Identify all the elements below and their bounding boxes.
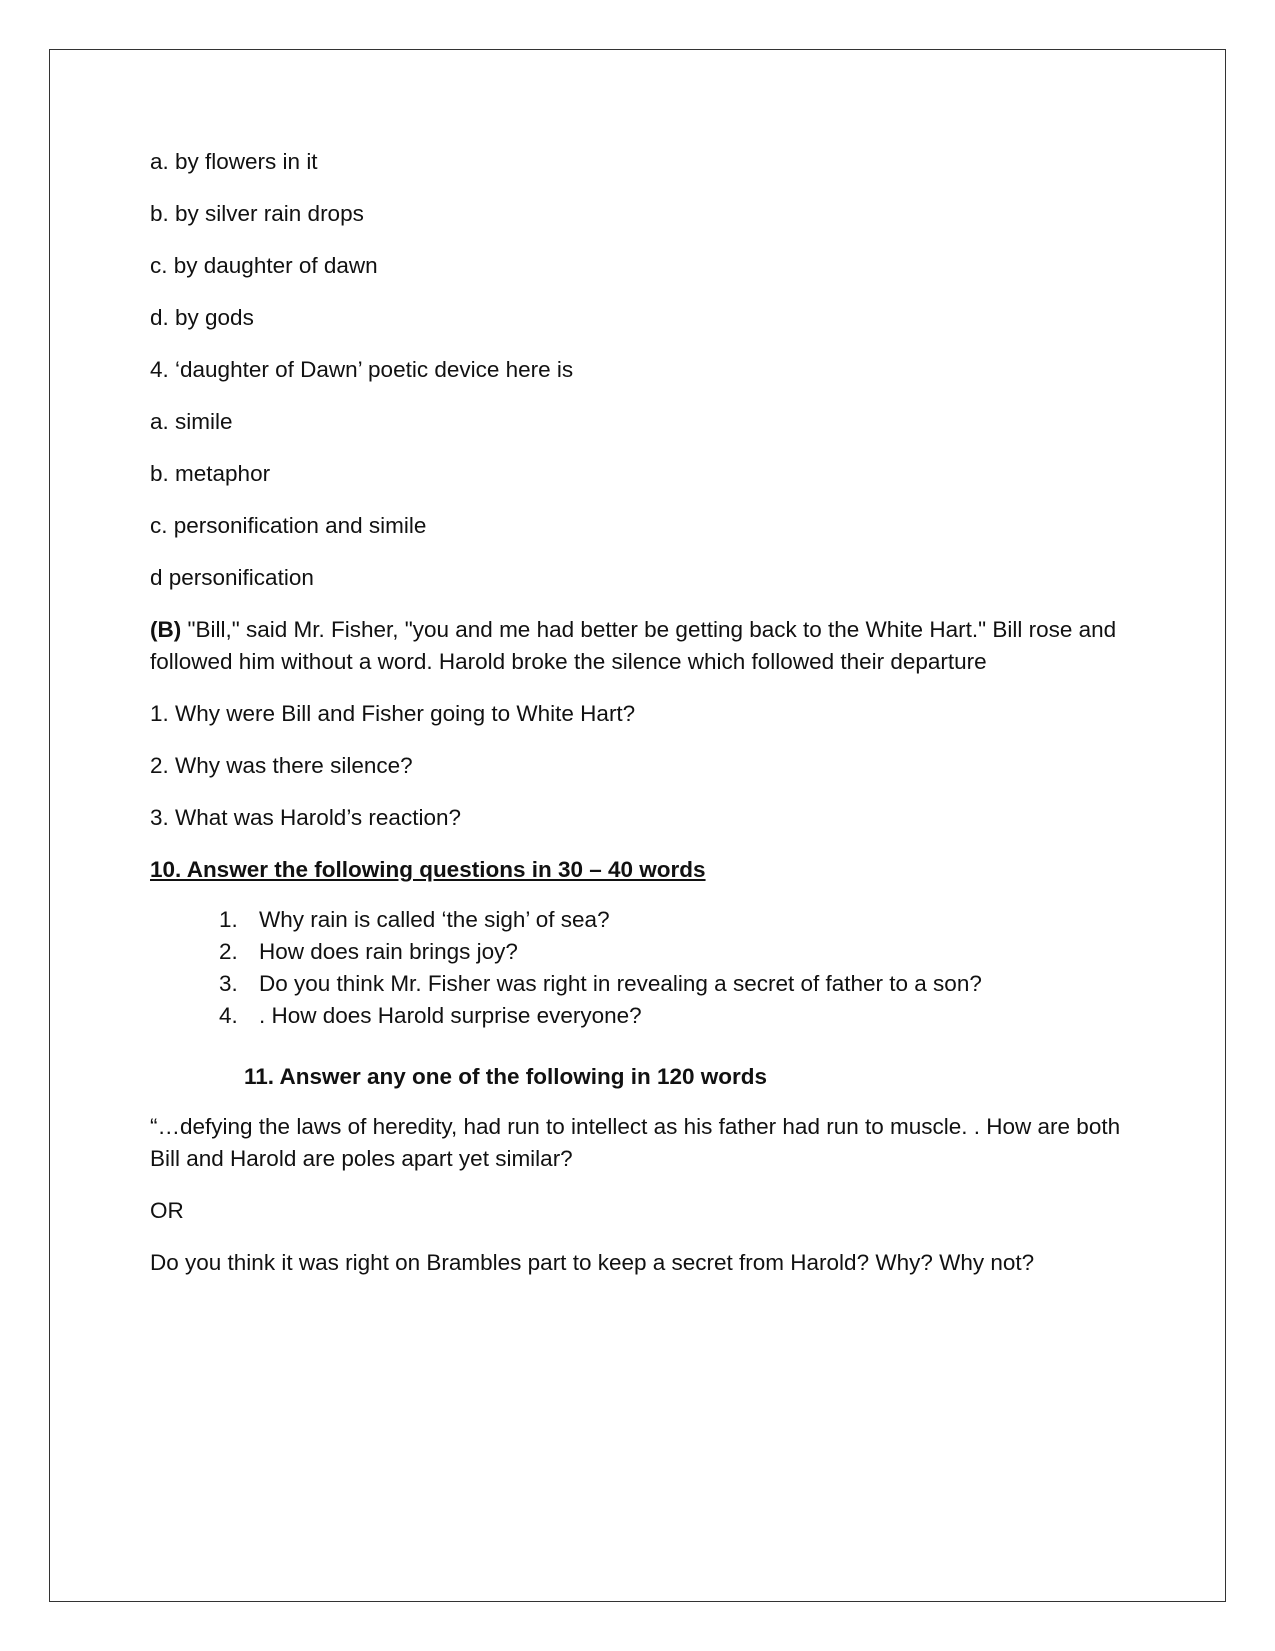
section-b-text: "Bill," said Mr. Fisher, "you and me had better be getting back to the White Hart." Bill rose and followed him without a word. Harold broke the silence which followed their departure — [150, 617, 1117, 674]
option-b: b. by silver rain drops — [150, 201, 364, 226]
section-11-prompt-1: “…defying the laws of heredity, had run to intellect as his father had run to muscle. . How are both Bill and Harold are poles apart yet similar? — [150, 1114, 1121, 1171]
section-11-or: OR — [150, 1198, 184, 1223]
section-b-question-2: 2. Why was there silence? — [150, 753, 413, 778]
option-a: a. by flowers in it — [150, 149, 318, 174]
question-4: 4. ‘daughter of Dawn’ poetic device here is — [150, 357, 574, 382]
q4-option-d: d personification — [150, 565, 314, 590]
section-11-heading: 11. Answer any one of the following in 120 words — [244, 1064, 768, 1089]
section-11-prompt-2: Do you think it was right on Brambles part to keep a secret from Harold? Why? Why not? — [150, 1250, 1035, 1275]
option-c: c. by daughter of dawn — [150, 253, 378, 278]
q4-option-a: a. simile — [150, 409, 233, 434]
section-10-question: 3. Do you think Mr. Fisher was right in revealing a secret of father to a son? — [244, 968, 1130, 1000]
document-body — [150, 146, 1130, 1299]
section-b-label: (B) — [150, 617, 182, 642]
section-10-question: 2. How does rain brings joy? — [244, 936, 1130, 968]
q4-option-c: c. personification and simile — [150, 513, 427, 538]
section-10-question: 1. Why rain is called ‘the sigh’ of sea? — [244, 904, 1130, 936]
section-10-question: 4. . How does Harold surprise everyone? — [244, 1000, 1130, 1032]
section-b-question-1: 1. Why were Bill and Fisher going to White Hart? — [150, 701, 636, 726]
section-10-heading-text: 10. Answer the following questions in 30 – 40 words — [150, 857, 706, 882]
option-d: d. by gods — [150, 305, 254, 330]
section-b-question-3: 3. What was Harold’s reaction? — [150, 805, 461, 830]
section-b-passage — [150, 614, 1130, 678]
section-10-question-list — [150, 904, 1130, 1032]
section-10-heading — [150, 854, 1130, 886]
q4-option-b: b. metaphor — [150, 461, 271, 486]
